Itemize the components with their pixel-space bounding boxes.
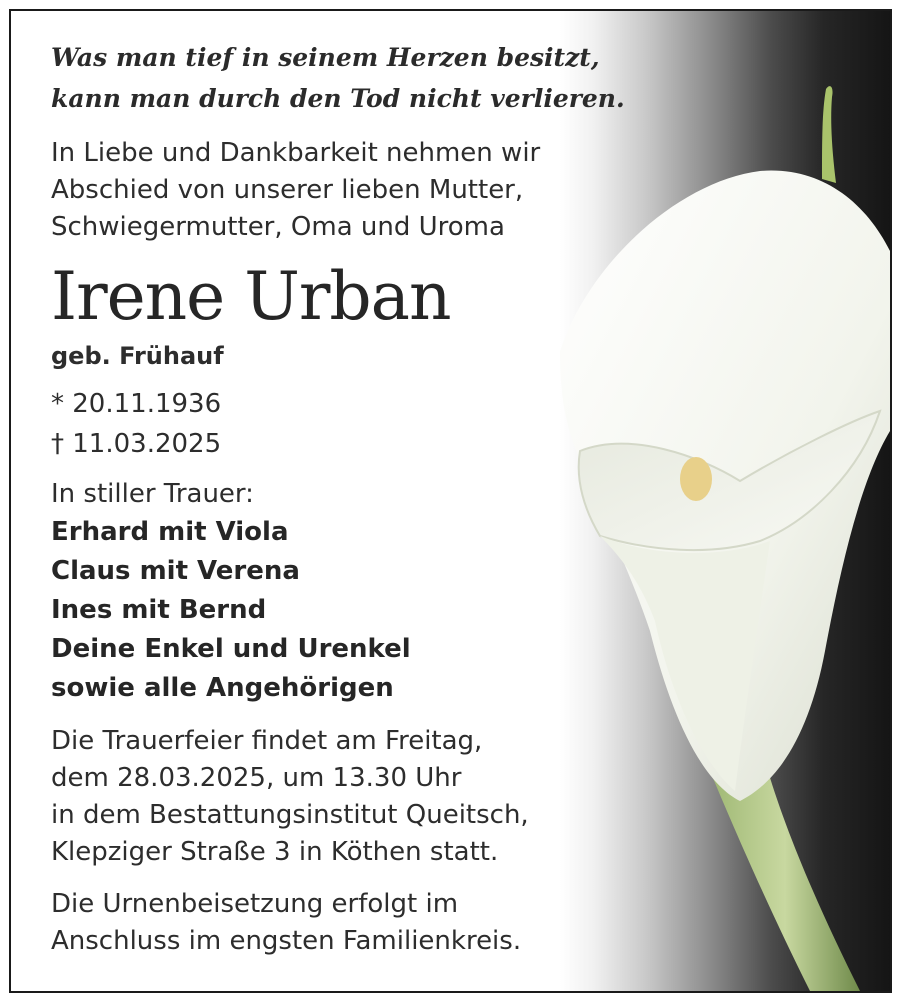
notice-text (51, 37, 651, 960)
mourners-list (51, 513, 651, 708)
deceased-name: Irene Urban (51, 258, 451, 335)
mourner-name: Deine Enkel und Urenkel (51, 634, 411, 664)
mourners-heading: In stiller Trauer: (51, 479, 254, 509)
life-dates (51, 384, 651, 464)
motto-line: Was man tief in seinem Herzen besitzt, (51, 43, 600, 72)
mourner-name: Ines mit Bernd (51, 595, 267, 625)
urn-burial-details (51, 886, 651, 960)
mourner-name: sowie alle Angehörigen (51, 673, 394, 703)
obituary-notice (9, 9, 892, 993)
service-details (51, 723, 651, 871)
intro-line: Abschied von unserer lieben Mutter, (51, 175, 524, 205)
intro-line: Schwiegermutter, Oma und Uroma (51, 212, 505, 242)
mourner-name: Erhard mit Viola (51, 517, 289, 547)
service-line: dem 28.03.2025, um 13.30 Uhr (51, 763, 462, 793)
motto-line: kann man durch den Tod nicht verlieren. (51, 84, 625, 113)
birth-date: * 20.11.1936 (51, 389, 222, 419)
death-date: † 11.03.2025 (51, 429, 222, 459)
maiden-name: geb. Frühauf (51, 342, 224, 370)
intro-line: In Liebe und Dankbarkeit nehmen wir (51, 138, 541, 168)
intro-paragraph (51, 135, 651, 246)
service-line: in dem Bestattungsinstitut Queitsch, (51, 800, 529, 830)
urn-line: Anschluss im engsten Familienkreis. (51, 926, 522, 956)
service-line: Die Trauerfeier findet am Freitag, (51, 726, 483, 756)
urn-line: Die Urnenbeisetzung erfolgt im (51, 889, 459, 919)
service-line: Klepziger Straße 3 in Köthen statt. (51, 837, 499, 867)
motto-quote (51, 37, 651, 119)
mourner-name: Claus mit Verena (51, 556, 300, 586)
